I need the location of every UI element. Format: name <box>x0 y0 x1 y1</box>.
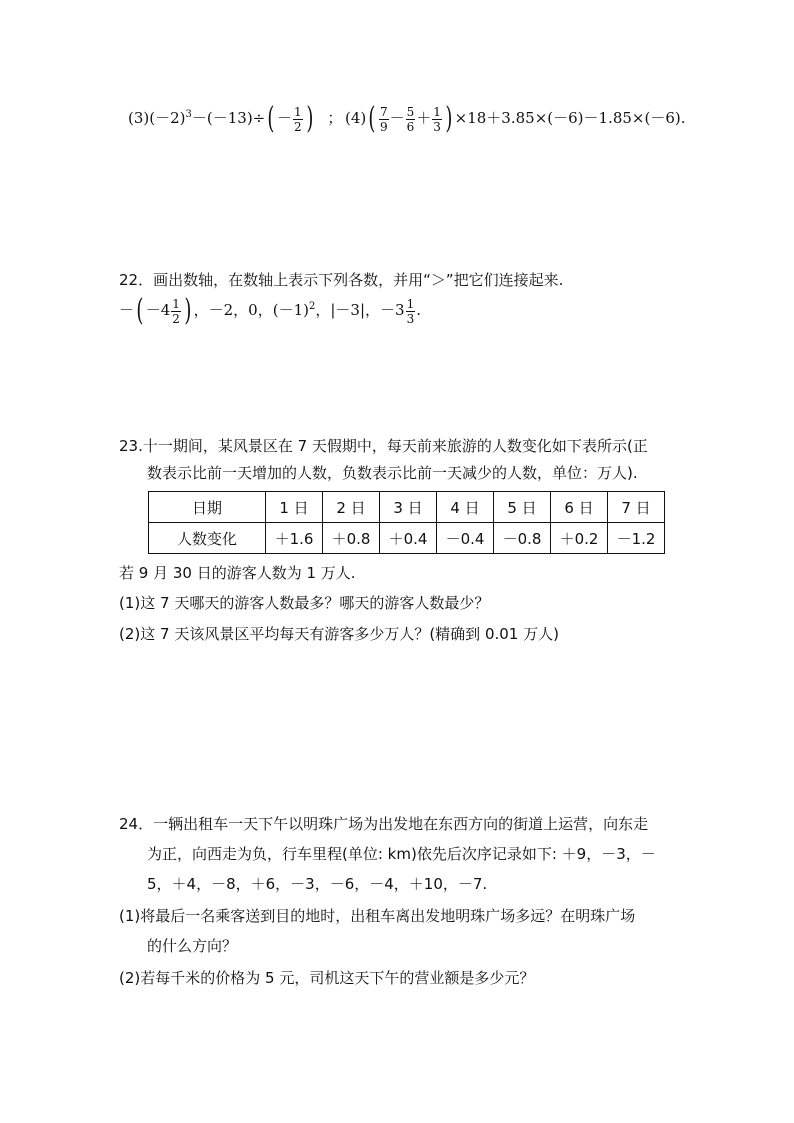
q23-stem-line1: 23.十一期间，某风景区在 7 天假期中，每天前来旅游的人数变化如下表所示(正 <box>119 437 648 455</box>
table-cell: ＋0.4 <box>380 523 437 554</box>
q23-subquestion-1: (1)这 7 天哪天的游客人数最多？哪天的游客人数最少？ <box>119 594 490 612</box>
table-cell: ＋0.2 <box>551 523 608 554</box>
table-header-row <box>149 492 665 523</box>
visitor-change-table <box>148 491 665 554</box>
q23-condition: 若 9 月 30 日的游客人数为 1 万人. <box>119 564 356 582</box>
table-header-cell: 5 日 <box>494 492 551 523</box>
table-row-label: 人数变化 <box>149 523 266 554</box>
q22-stem: 22．画出数轴，在数轴上表示下列各数，并用“＞”把它们连接起来. <box>119 271 564 289</box>
table-header-cell: 7 日 <box>608 492 665 523</box>
q24-subquestion-1: (1)将最后一名乘客送到目的地时，出租车离出发地明珠广场多远？在明珠广场 <box>119 907 636 925</box>
table-cell: ＋1.6 <box>266 523 323 554</box>
q24-subquestion-1-cont: 的什么方向？ <box>147 937 238 955</box>
table-cell: －1.2 <box>608 523 665 554</box>
q21-part4: (4)( $\frac{7}{9}$ － $\frac{5}{6}$ ＋ $\frac{1}{3}$ ) ×18＋3.85×(－6)－1.85×(－6). <box>345 101 686 136</box>
q21-part3: $(3)(-2)^3-(-13)\div$( － $\frac{1}{2}$ ) ； <box>128 101 343 136</box>
table-row <box>149 523 665 554</box>
table-cell: －0.8 <box>494 523 551 554</box>
q23-subquestion-2: (2)这 7 天该风景区平均每天有游客多少万人？(精确到 0.01 万人) <box>119 625 559 643</box>
q24-stem-line3: 5，＋4，－8，＋6，－3，－6，－4，＋10，－7. <box>147 875 488 893</box>
q24-stem-line2: 为正，向西走为负，行车里程(单位: km)依先后次序记录如下: ＋9，－3，－ <box>147 845 656 863</box>
q24-subquestion-2: (2)若每千米的价格为 5 元，司机这天下午的营业额是多少元？ <box>119 969 535 987</box>
q22-numbers: －( －4 $\frac{1}{2}$ ) ，－2，0，$(-1)^2$，|－3|，－3 $\frac{1}{3}$ . <box>119 293 421 328</box>
table-cell: －0.4 <box>437 523 494 554</box>
q23-stem-line2: 数表示比前一天增加的人数，负数表示比前一天减少的人数，单位：万人). <box>147 464 638 482</box>
table-cell: ＋0.8 <box>323 523 380 554</box>
table-header-cell: 2 日 <box>323 492 380 523</box>
table-header-cell: 3 日 <box>380 492 437 523</box>
table-header-cell: 6 日 <box>551 492 608 523</box>
q24-stem-line1: 24．一辆出租车一天下午以明珠广场为出发地在东西方向的街道上运营，向东走 <box>119 815 649 833</box>
table-header-cell: 1 日 <box>266 492 323 523</box>
table-header-label: 日期 <box>149 492 266 523</box>
table-header-cell: 4 日 <box>437 492 494 523</box>
